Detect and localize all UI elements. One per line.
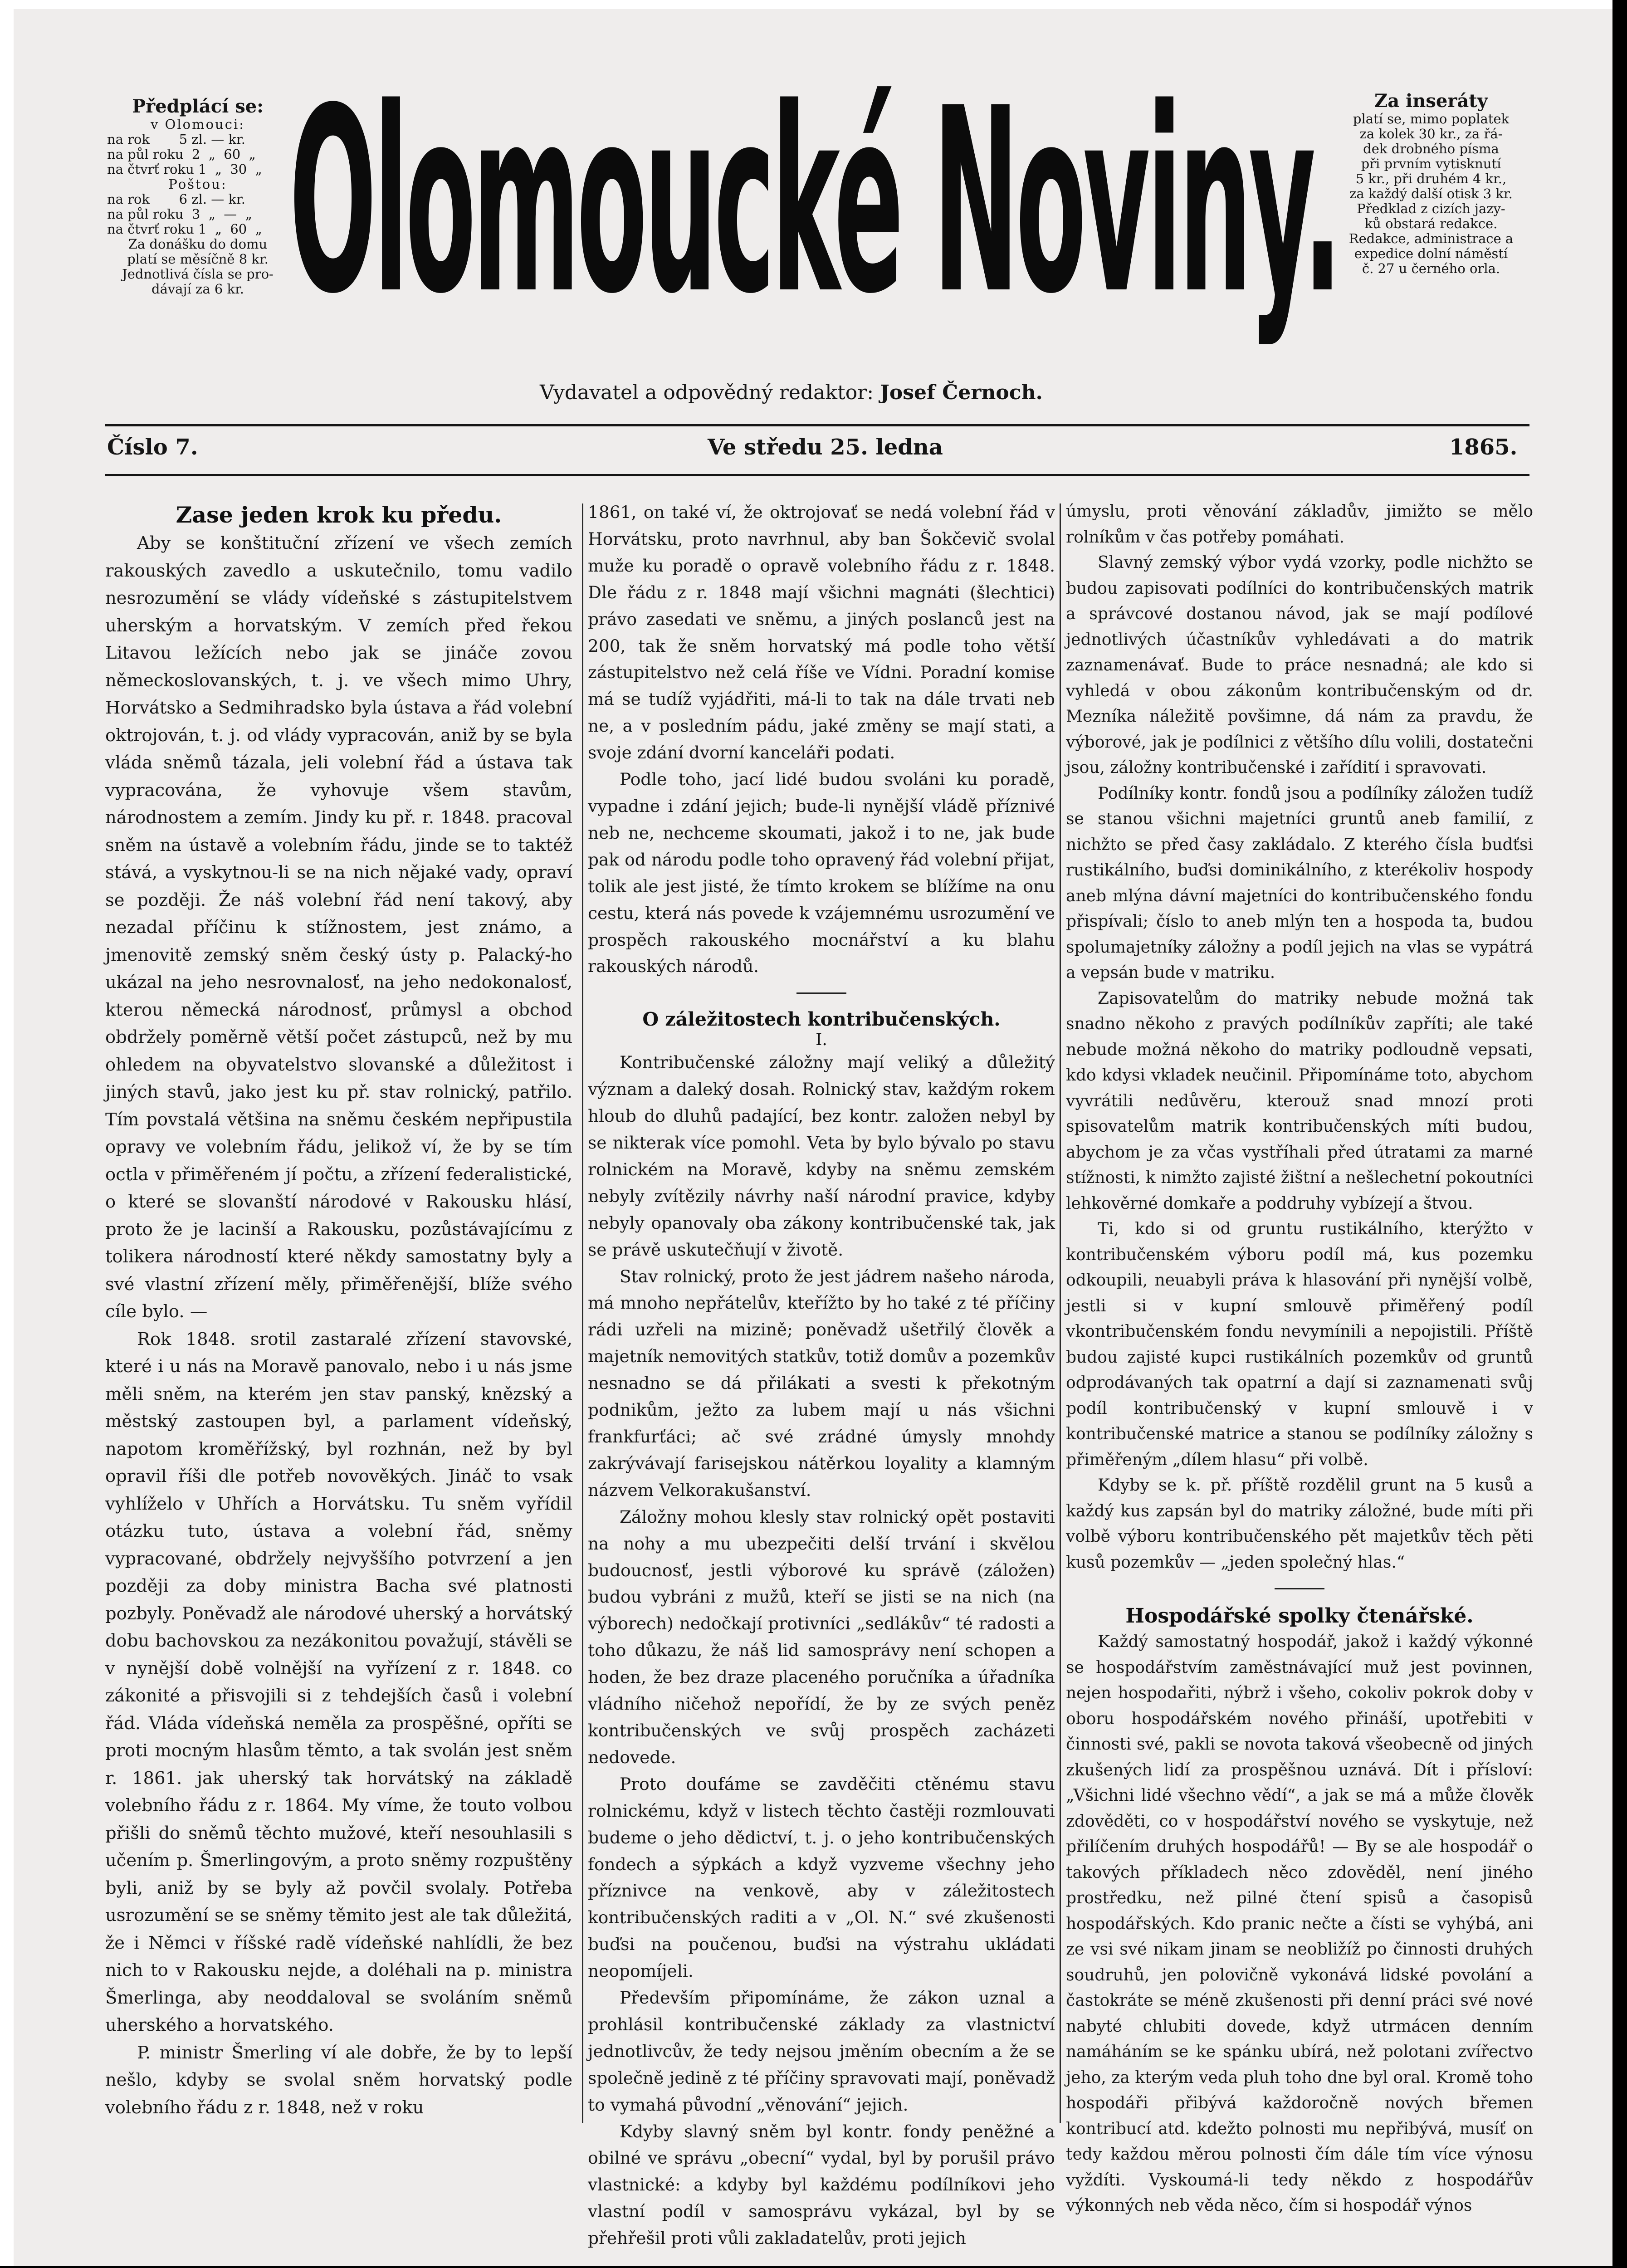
editor-label: Vydavatel a odpovědný redaktor:	[540, 381, 874, 404]
article-separator	[1275, 1588, 1324, 1589]
advert-line: Předklad z cizích jazy-	[1357, 201, 1505, 216]
paragraph: Kontribučenské záložny mají veliký a důležitý význam a daleký dosah. Rolnický stav, každým rokem hloub do dluhů padající, bez kontr. založen nebyl by se nikterak více pomohl. Veta by bylo bývalo po stavu rolnickém na Moravě, kdyby na sněmu zemském nebyly zvítězily návrhy naší národní pravice, kdyby nebyly opanovaly oba zákony kontribučenské tak, jak se právě uskutečňují v životě.	[588, 1052, 1055, 1260]
subscription-row: na rok 6 zl. — kr.	[107, 191, 245, 207]
paragraph: Především připomínáme, že zákon uznal a prohlásil kontribučenské základy za vlastnictví jednotlivcův, že tedy nejsou jměním obecním a že se společně jedině z té příčiny spravovati mají, poněvadž to vymahá původní „věnování“ jejich.	[588, 1988, 1055, 2115]
subscription-row: na půl roku 2 „ 60 „	[107, 147, 256, 162]
top-rule	[105, 424, 1529, 426]
article-separator	[796, 992, 846, 994]
issue-year: 1865.	[1449, 435, 1518, 460]
masthead-title: Olomoucké Noviny.	[289, 54, 1339, 350]
delivery-note: Za donášku do domu	[128, 236, 268, 252]
subscription-post-label: Poštou:	[168, 176, 227, 192]
advert-box	[1331, 91, 1531, 276]
paragraph: Zapisovatelům do matriky nebude možná tak snadno někoho z pravých podílníkův zapříti; ale také nebude možná někoho do matriky podloudně vepsati, kdo kdysi vkladek neučinil. Připomínáme toto, abychom vyvrátili nedůvěru, kterouž snad mnozí proti spisovatelům matrik kontribučenských míti budou, abychom je za včas vystříhali před útratami za marné stížnosti, k nimžto zajisté žištní a nešlechetní pokoutníci lehkověrné domkaře a poddruhy vybízejí a štvou.	[1066, 989, 1533, 1213]
paragraph: Aby se konštituční zřízení ve všech zemích rakouských zavedlo a uskutečnilo, tomu vadilo nesrozumění se vlády vídeňské s zástupitelstvem uherským a horvatským. V zemích před řekou Litavou ležících nebo jak se jináče zovou německoslovanských, t. j. ve všech mimo Uhry, Horvátsko a Sedmihradsko byla ústava a řád volební oktrojován, t. j. od vlády vypracován, aniž by se byla vláda sněmů tázala, jeli volební řád a ústava tak vypracována, že vyhovuje všem stavům, národnostem a zemím. Jindy ku př. r. 1848. pracoval sněm na ústavě a volebním řádu, jinde se to taktéž stává, a vyskytnou-li se na nich nějaké vady, opraví se později. Že náš volební řád není takový, aby nezadal příčinu k stížnostem, jest známo, a jmenovitě zemský sněm český ústy p. Palacký-ho ukázal na jeho nesrovnalosť, na jeho nedokonalosť, kterou německá národnosť, průmysl a obchod obdržely poměrně větší počet zástupců, než by mu ohledem na obyvatelstvo slovanské a důležitost i jiných stavů, jako jest ku př. stav rolnický, patřilo. Tím povstalá většina na sněmu českém nepřipustila opravy ve volebním řádu, jelikož ví, že by se tím octla v přiměřeném jí počtu, a zřízení federalistické, o které se slovanští národové v Rakousku hlásí, proto že je lacinší a Rakousku, pozůstávajícímu z tolikera národností které někdy samostatny byly a své vlastní zřízení měly, přiměřenější, blíže svého cíle bylo. —	[105, 533, 572, 1322]
column-2	[588, 499, 1055, 2252]
paragraph: Záložny mohou klesly stav rolnický opět postaviti na nohy a mu ubezpečiti delší trvání i skvělou budoucnosť, jestli výborové ku správě (záložen) budou vybráni z mužů, kteří se jisti se na nich (na výborech) nedočkají protivníci „sedlákův“ té radosti a toho důkazu, že náš lid samosprávy není schopen a hoden, že bez draze placeného poručníka a úřadníka vládního ničehož nepořídí, že by ze svých peněz kontribučenských ve svůj prospěch zacházeti nedovede.	[588, 1506, 1055, 1767]
advert-line: Redakce, administrace a	[1349, 231, 1514, 246]
article-title: Hospodářské spolky čtenářské.	[1125, 1604, 1474, 1628]
bottom-rule	[105, 474, 1529, 476]
paragraph: Rok 1848. srotil zastaralé zřízení stavovské, které i u nás na Moravě panovalo, nebo i u nás jsme měli sněm, na kterém jen stav panský, knězský a městský zastoupen byl, a parlament vídeňský, napotom kroměřížský, byl rozhnán, než by byl opravil říši dle potřeb novověkých. Jináč to vsak vyhlíželo v Uhřích a Horvátsku. Tu sněm vyřídil otázku tuto, ústava a volební řád, sněmy vypracované, obdržely nejvyššího potvrzení a jen později za doby ministra Bacha své platnosti pozbyly. Poněvadž ale národové uherský a horvátský dobu bachovskou za nezákonitou považují, stávěli se v nynější době volnější na vyřízení z r. 1848. co zákonité a přisvojili si z tehdejších časů i volební řád. Vláda vídeňská neměla za prospěšné, opříti se proti mocným hlasům těmto, a tak svolán jest sněm r. 1861. jak uherský tak horvátský na základě volebního řádu z r. 1864. My víme, že touto volbou přišli do sněmů těchto mužové, kteří nesouhlasili s učením p. Šmerlingovým, a proto sněmy rozpuštěny byli, aniž by se byly až povčil svolaly. Potřeba usrozumění se se sněmy těmito jest ale tak důležitá, že i Němci v říšské radě vídeňské nahlídli, že bez nich to v Rakousku nejde, a doléhali na p. ministra Šmerlinga, aby neoddaloval se svoláním sněmů uherského a horvatského.	[105, 1329, 572, 2035]
article-part-number: I.	[816, 1031, 827, 1050]
subscription-olomouc-label: v Olomouci:	[150, 117, 245, 132]
single-issue-note: dávají za 6 kr.	[151, 281, 244, 297]
column-divider	[1060, 503, 1061, 2123]
article-title: O záležitostech kontribučenských.	[642, 1008, 1001, 1031]
subscription-row: na čtvrť roku 1 „ 60 „	[107, 221, 262, 237]
advert-line: č. 27 u černého orla.	[1362, 261, 1500, 276]
scan-border-bottom	[0, 2266, 1627, 2268]
issue-date: Ve středu 25. ledna	[708, 435, 943, 460]
delivery-note: platí se měsíčně 8 kr.	[127, 251, 269, 267]
paragraph: Kdyby se k. př. příště rozdělil grunt na 5 kusů a každý kus zapsán byl do matriky záložné, bude míti při volbě výboru kontribučenského pět majetkův těch pěti kusů pozemkův — „jeden společný hlas.“	[1066, 1476, 1533, 1572]
masthead	[286, 54, 1343, 350]
editor-name: Josef Černoch.	[880, 381, 1043, 404]
advert-line: za každý další otisk 3 kr.	[1349, 186, 1513, 201]
advert-line: dek drobného písma	[1363, 141, 1499, 156]
advert-line: za kolek 30 kr., za řá-	[1359, 126, 1503, 142]
subscription-heading: Předplácí se:	[132, 96, 264, 117]
paragraph: Stav rolnický, proto že jest jádrem našeho národa, má mnoho nepřátelův, kteřížto by ho také z té příčiny rádi uzřeli na mizině; poněvadž ušetřilý člověk a majetník nemovitých statkův, totiž domův a pozemkův nesnadno se dá přilákati a svesti k překotným podnikům, ježto za lubem mají u nás všichni frankfurťáci; ač své zrádné úmysly mnohdy zakrývávají farisejskou nátěrkou loyality a klamným názvem Velkorakušanství.	[588, 1266, 1055, 1500]
article-title: Zase jeden krok ku předu.	[176, 502, 502, 528]
paragraph: 1861, on také ví, že oktrojovať se nedá volební řád v Horvátsku, proto navrhnul, aby ban Šokčevič svolal muže ku poradě o opravě volebního řádu z r. 1848. Dle řádu z r. 1848 mají všichni magnáti (šlechtici) právo zasedati ve sněmu, a jiných poslanců jest na 200, tak že sněm horvatský má podle toho větší zástupitelstvo než celá říše ve Vídni. Poradní komise má se tudíž vyjádřiti, má-li to tak na dále trvati neb ne, a v posledním pádu, jaké změny se mají stati, a svoje zdání dvorní kanceláři podati.	[588, 502, 1055, 763]
paragraph: Ti, kdo si od gruntu rustikálního, kterýžto v kontribučenském výboru podíl má, kus pozemku odkoupili, neuabyli práva k hlasování při nynější volbě, jestli si v kupní smlouvě přiměřený podíl vkontribučenském fondu nevymínili a nepojistili. Příště budou zajisté kupci rustikálních pozemkův od gruntů odprodávaných tak opatrní a dají si zaznamenati svůj podíl kontribučenský v kupní smlouvě i v kontribučenské matrice a stanou se podílníky záložny s přiměřeným „dílem hlasu“ při volbě.	[1066, 1220, 1533, 1469]
paragraph: Kdyby slavný sněm byl kontr. fondy peněžné a obilné ve správu „obecní“ vydal, byl by porušil právo vlastnické: a kdyby byl každému podílníkovi jeho vlastní podíl v samosprávu vykázal, byl by se přehřešil proti vůli zakladatelův, proti jejich	[588, 2121, 1055, 2248]
paragraph: úmyslu, proti věnování základův, jimižto se mělo rolníkům v čas potřeby pomáhati.	[1066, 502, 1533, 547]
subscription-row: na půl roku 3 „ — „	[107, 206, 252, 222]
column-3	[1066, 499, 1533, 2219]
advert-heading: Za inseráty	[1374, 90, 1488, 112]
editor-line	[540, 381, 1043, 404]
subscription-row: na rok 5 zl. — kr.	[107, 132, 245, 147]
column-divider	[582, 503, 583, 2123]
paragraph: Každý samostatný hospodář, jakož i každý výkonné se hospodářstvím zaměstnávající muž jest povinnen, nejen hospodařiti, nýbrž i všeho, cokoliv pokrok doby v oboru hospodářském nového přináší, upotřebiti v činnosti své, pakli se novota taková všeobecně od jiných zkušených lidí za prospěšnou uznává. Dít i přísloví: „Všichni lidé všechno vědí“, a jak se má a může člověk zdověděti, co v hospodářství nového se vyskytuje, než přilíčením druhých hospodářů! — By se ale hospodář o takových příkladech něco zdověděl, není jiného prostředku, než pilné čtení spisů a časopisů hospodářských. Kdo pranic nečte a čísti se vyhýbá, ani ze vsi své nikam jinam se neobližíž po činnosti druhých soudruhů, jen polovičně vykonává lidské povolání a častokráte se méně zkušenosti při denní práci své nové nabyté chlubiti dovede, když utrmácen denním namáháním se ke spánku ubírá, než polotani zvířectvo jeho, za kterým veda pluh toho dne byl oral. Kromě toho hospodáři přibývá každoročně nových břemen kontribucí atd. kdežto polnosti mu nepřibývá, musíť on tedy každou měrou polnosti čím dále tím více výnosu vyždíti. Vyskoumá-li tedy někdo z hospodářův výkonných neb věda něco, čím si hospodář výnos	[1066, 1633, 1533, 2215]
paragraph: Slavný zemský výbor vydá vzorky, podle nichžto se budou zapisovati podílníci do kontribučenských matrik a správcové dostanou návod, jak se mají podílové jednotlivých účastníkův vyhledávati a do matrik zaznamenávať. Bude to práce nesnadná; ale kdo si vyhledá v obou zákonům kontribučenským od dr. Mezníka náležitě povšimne, dá nám za pravdu, že výborové, jak je podílnici z většího dílu volili, dostatečni jsou, záložny kontribučenské i zařídití i spravovati.	[1066, 553, 1533, 777]
advert-line: expedice dolní náměstí	[1354, 246, 1508, 261]
paragraph: Podle toho, jací lidé budou svoláni ku poradě, vypadne i zdání jejich; bude-li nynější vládě příznivé neb ne, nechceme skoumati, jakož i to ne, jak bude pak od národu podle toho opravený řád volební přijat, tolik ale jest jisté, že tímto krokem se blížíme na onu cestu, která nás povede k vzájemnému usrozumění ve prospěch rakouského mocnářství a ku blahu rakouských národů.	[588, 769, 1055, 977]
advert-line: při prvním vytisknutí	[1361, 156, 1501, 171]
advert-line: ků obstará redakce.	[1364, 216, 1498, 231]
column-1	[105, 499, 572, 2121]
advert-line: 5 kr., při druhém 4 kr.,	[1355, 171, 1507, 186]
advert-line: platí se, mimo poplatek	[1353, 111, 1510, 127]
paragraph: Proto doufáme se zavděčiti ctěnému stavu rolnickému, když v listech těchto častěji rozmlouvati budeme o jeho dědictví, t. j. o jeho kontribučenských fondech a sýpkách a když vyzveme všechny jeho příznivce na venkově, aby v záležitostech kontribučenských raditi a v „Ol. N.“ své zkušenosti buďsi na poučenou, buďsi na výstrahu ukládati neopomíjeli.	[588, 1774, 1055, 1981]
subscription-box	[107, 96, 288, 297]
paragraph: P. ministr Šmerling ví ale dobře, že by to lepší nešlo, kdyby se svolal sněm horvatský podle volebního řádu z r. 1848, než v roku	[105, 2042, 572, 2118]
issue-number: Číslo 7.	[107, 435, 198, 460]
single-issue-note: Jednotlivá čísla se pro-	[122, 266, 274, 282]
scan-border-right	[1612, 0, 1627, 2268]
subscription-row: na čtvrť roku 1 „ 30 „	[107, 161, 262, 177]
paragraph: Podílníky kontr. fondů jsou a podílníky záložen tudíž se stanou všichni majetníci gruntů aneb familií, z nichžto se před časy zakládalo. Z kterého čísla budťsi rustikálního, buďsi dominikálního, z kterékoliv hospody aneb mlýna dávní majetníci do kontribučenského fondu přispívali; číslo to aneb mlýn ten a hospoda ta, budou spolumajetníky záložny a podíl jejich na vlas se vypátrá a vepsán bude v matriku.	[1066, 784, 1533, 982]
